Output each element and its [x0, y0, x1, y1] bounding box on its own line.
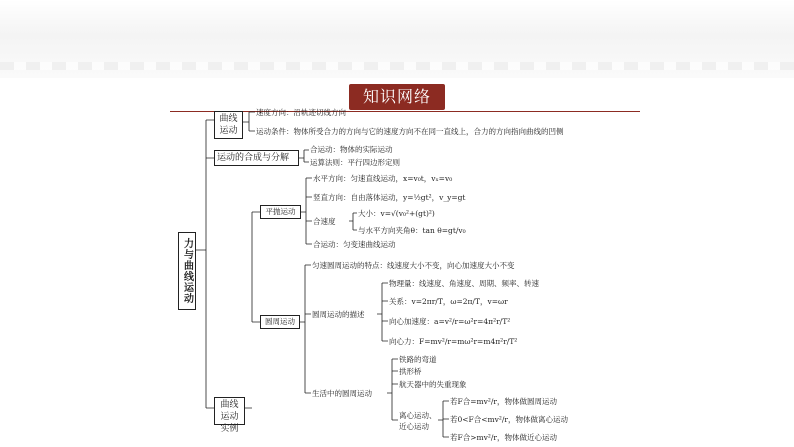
centrifugal-label-text [399, 410, 439, 432]
vertical-motion-text: 竖直方向：自由落体运动，y=½gt²，v_y=gt [313, 193, 466, 202]
composition-label: 运动的合成与分解 [217, 153, 290, 163]
physical-quantities-text: 物理量：线速度、角速度、周期、频率、转速 [389, 279, 539, 288]
weightlessness-text: 航天器中的失重现象 [399, 380, 467, 389]
examples-label: 曲线运动实例 [220, 400, 239, 434]
circular-description-text: 圆周运动的描述 [312, 310, 365, 319]
combined-velocity-text: 合速度 [313, 217, 336, 226]
examples-brace [245, 212, 260, 408]
centrifugal-brace [438, 401, 449, 437]
projectile-brace [301, 178, 312, 244]
case-centrifugal-text: 若0<F合<mv²/r，物体做离心运动 [450, 415, 569, 424]
banner-title: 知识网络 [349, 84, 445, 110]
circular-label: 圆周运动 [265, 317, 295, 326]
projectile-label: 平抛运动 [265, 207, 296, 216]
velocity-direction-text: 速度方向：沿轨迹切线方向 [256, 108, 346, 117]
examples-box [214, 397, 245, 434]
case-centripetal-text: 若F合>mv²/r，物体做近心运动 [450, 433, 557, 442]
horizontal-motion-text: 水平方向：匀速直线运动，x=v₀t，vₓ=v₀ [313, 174, 453, 183]
arch-bridge-text: 拱形桥 [399, 367, 422, 376]
root-node [178, 232, 196, 310]
composite-motion-text: 合运动：物体的实际运动 [310, 145, 393, 154]
railway-curve-text: 铁路的弯道 [399, 355, 437, 364]
motion-condition-text: 运动条件：物体所受合力的方向与它的速度方向不在同一直线上，合力的方向指向曲线的凹侧 [256, 127, 564, 136]
curve-motion-label: 曲线运动 [219, 114, 238, 136]
velocity-brace [349, 213, 357, 230]
composition-box [214, 150, 299, 166]
centripetal-force-text: 向心力：F=mv²/r=mω²r=m4π²r/T² [389, 337, 518, 346]
case-circular-text: 若F合=mv²/r，物体做圆周运动 [450, 397, 557, 406]
curve-motion-box [214, 111, 243, 139]
relations-text: 关系：v=2πr/T，ω=2π/T，v=ωr [389, 297, 508, 306]
composition-rule-text: 运算法则：平行四边形定则 [310, 158, 400, 167]
description-brace [377, 283, 388, 341]
projectile-composite-text: 合运动：匀变速曲线运动 [313, 240, 396, 249]
uniform-circular-text: 匀速圆周运动的特点：线速度大小不变，向心加速度大小不变 [312, 261, 515, 270]
root-brace [196, 120, 214, 408]
velocity-magnitude-text: 大小：v=√(v₀²+(gt)²) [358, 209, 435, 218]
composition-brace [299, 150, 309, 162]
velocity-angle-text: 与水平方向夹角θ：tan θ=gt/v₀ [358, 226, 466, 235]
projectile-box [260, 205, 301, 219]
life-brace [387, 359, 398, 420]
root-label: 力与曲线运动 [181, 238, 193, 304]
circular-in-life-text: 生活中的圆周运动 [312, 389, 372, 398]
circular-box [260, 315, 300, 329]
circular-brace [300, 265, 311, 393]
centripetal-acceleration-text: 向心加速度：a=v²/r=ω²r=4π²r/T² [389, 317, 511, 326]
centrifugal-label: 离心运动、近心运动 [399, 411, 437, 431]
curve-brace [243, 112, 255, 131]
